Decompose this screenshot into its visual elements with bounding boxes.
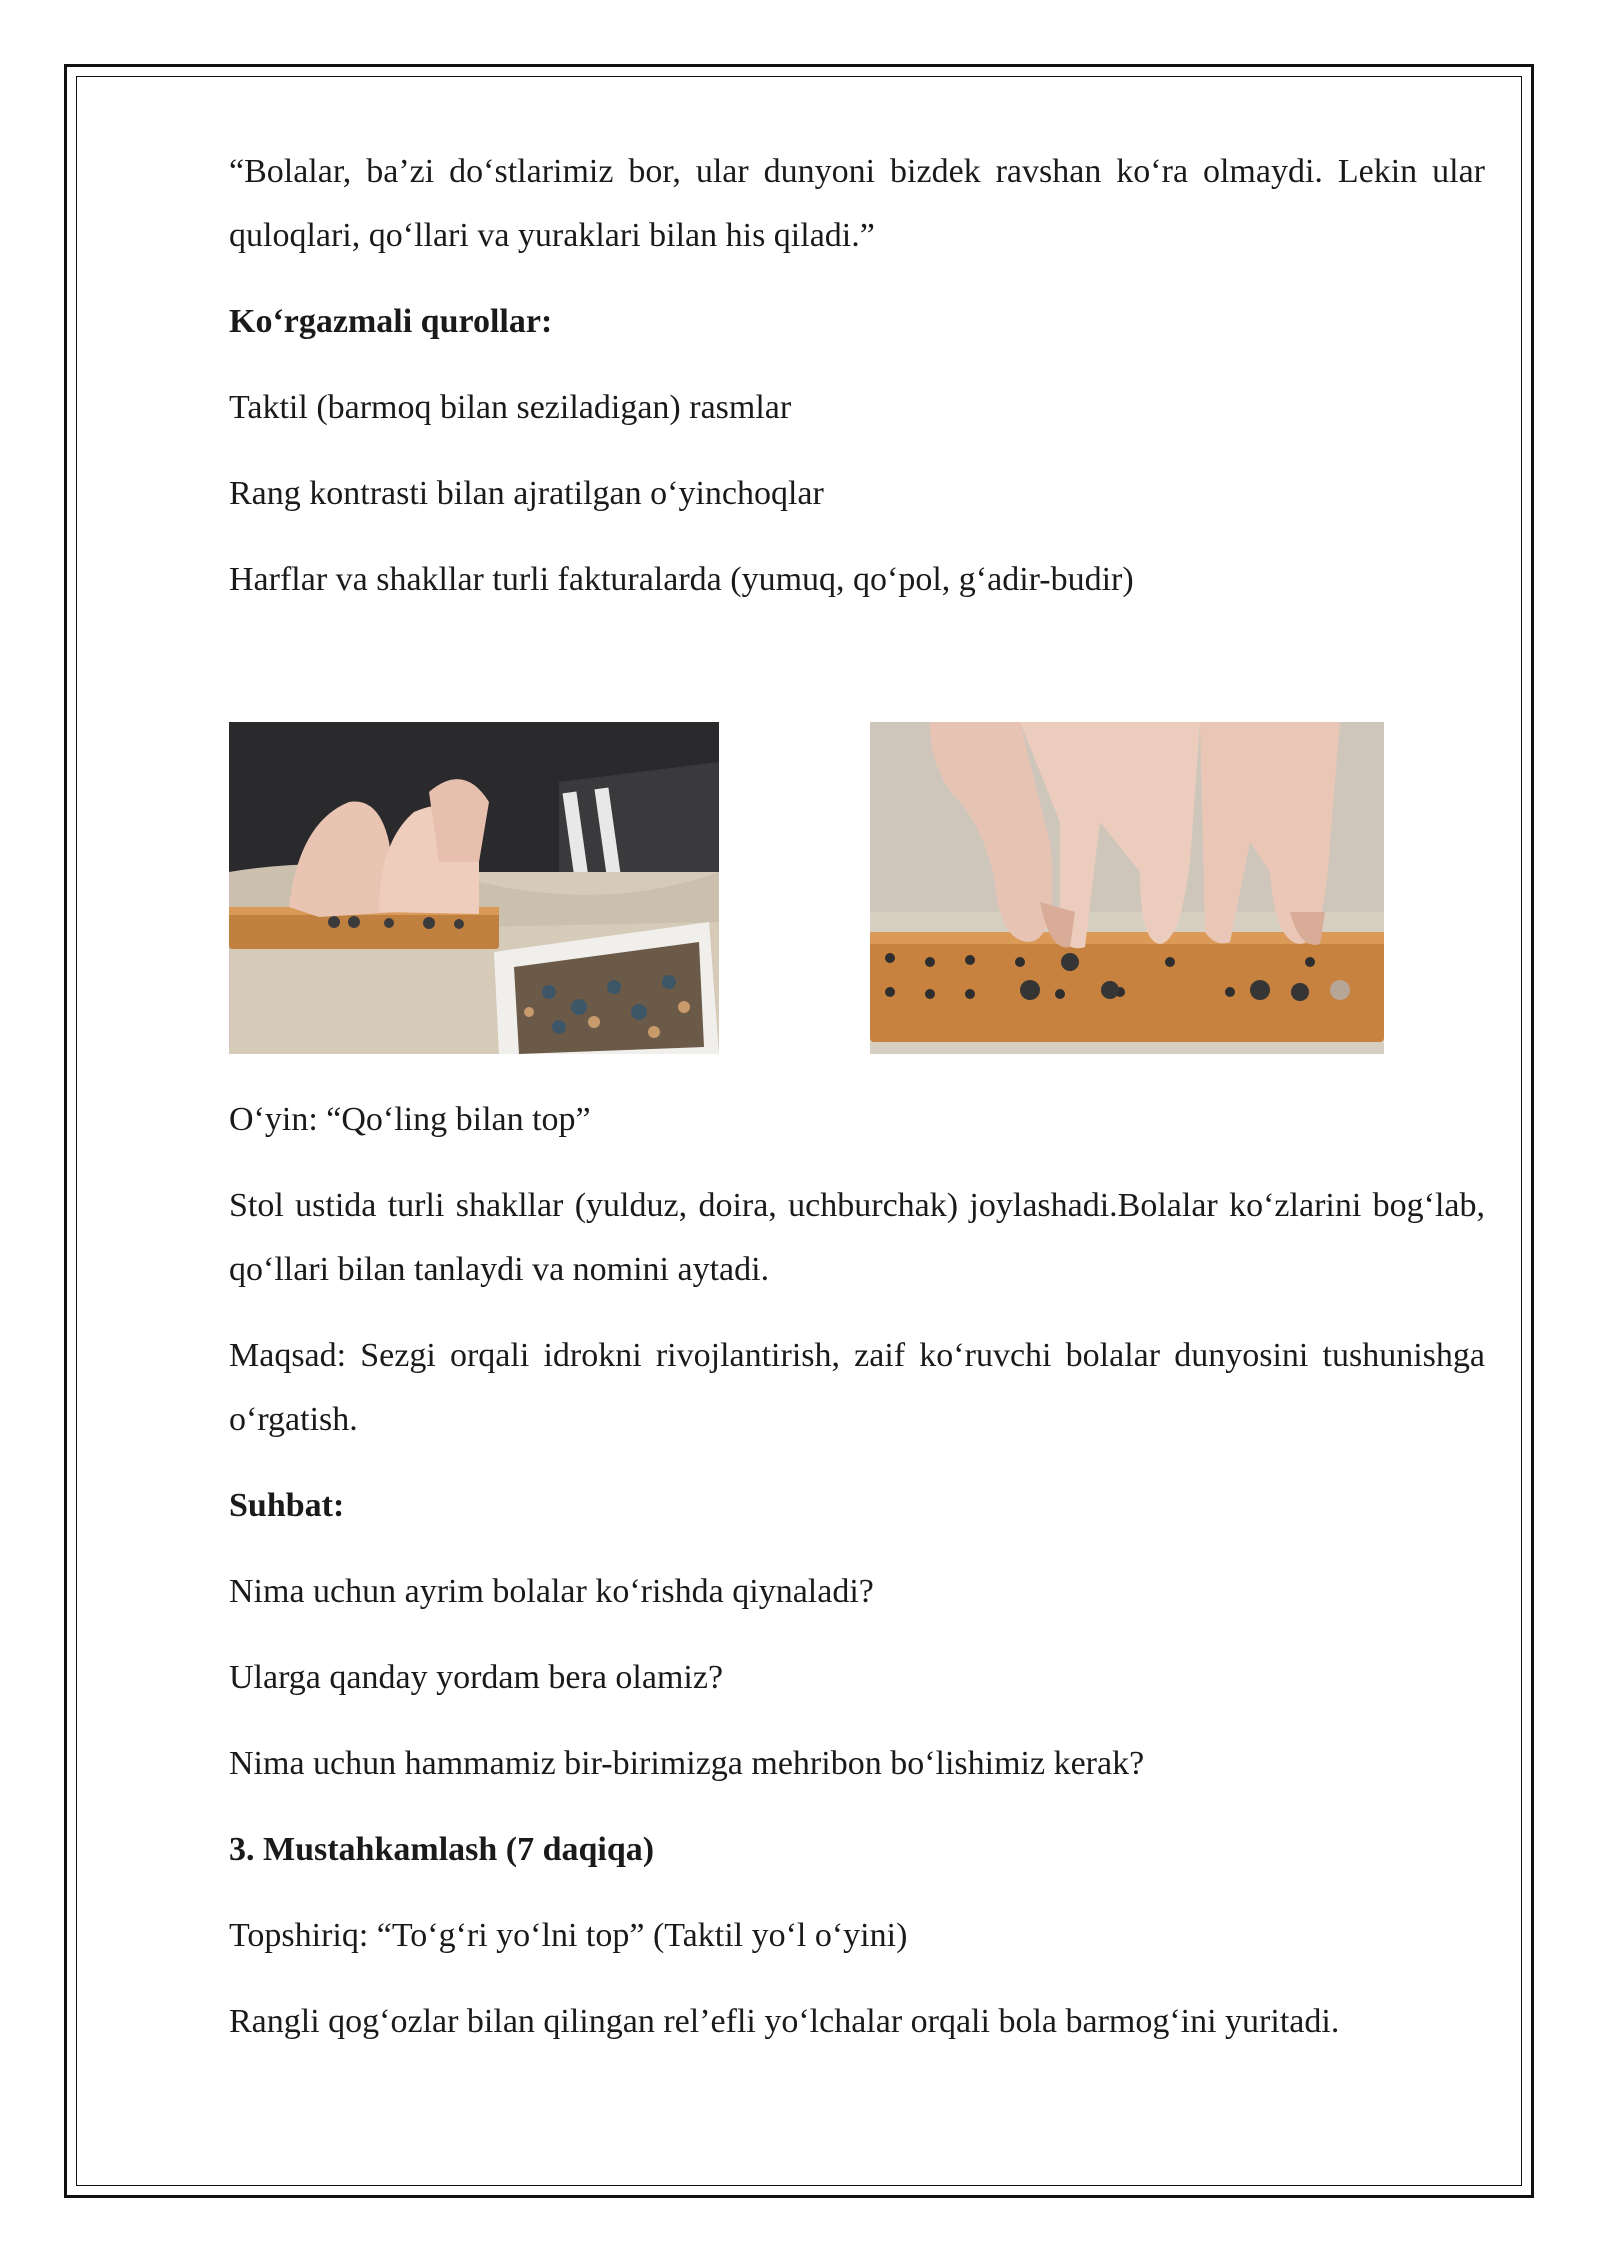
game-description: Stol ustida turli shakllar (yulduz, doira, uchburchak) joylashadi.Bolalar ko‘zlarini bog‘lab, qo‘llari bilan tanlaydi va nomini aytadi. (229, 1187, 1485, 1288)
intro-quote: “Bolalar, ba’zi do‘stlarimiz bor, ular dunyoni bizdek ravshan ko‘ra olmaydi. Lekin ular quloqlari, qo‘llari va yuraklari bilan his qiladi.” (229, 153, 1485, 254)
talk-heading: Suhbat: (229, 1487, 345, 1524)
tactile-board-photo-2 (870, 722, 1384, 1054)
game-title: O‘yin: “Qo‘ling bilan top” (229, 1101, 591, 1138)
photo-tactile-board-right (870, 722, 1384, 1054)
photo-tactile-board-left (229, 722, 719, 1054)
goal-paragraph: Maqsad: Sezgi orqali idrokni rivojlantirish, zaif ko‘ruvchi bolalar dunyosini tushunishga o‘rgatish. (229, 1337, 1485, 1438)
visual-aid-item: Harflar va shakllar turli fakturalarda (yumuq, qo‘pol, g‘adir-budir) (229, 561, 1134, 598)
talk-question: Nima uchun ayrim bolalar ko‘rishda qiynaladi? (229, 1573, 874, 1610)
visual-aid-item: Rang kontrasti bilan ajratilgan o‘yinchoqlar (229, 475, 824, 512)
section-3-heading: 3. Mustahkamlash (7 daqiqa) (229, 1831, 655, 1868)
tactile-board-photo-1 (229, 722, 719, 1054)
document-body (229, 140, 1485, 2054)
visual-aid-item: Taktil (barmoq bilan seziladigan) rasmlar (229, 389, 792, 426)
talk-question: Ularga qanday yordam bera olamiz? (229, 1659, 724, 1696)
photo-row (229, 722, 1485, 1066)
visual-aids-heading: Ko‘rgazmali qurollar: (229, 303, 553, 340)
talk-question: Nima uchun hammamiz bir-birimizga mehribon bo‘lishimiz kerak? (229, 1745, 1145, 1782)
task-title: Topshiriq: “To‘g‘ri yo‘lni top” (Taktil yo‘l o‘yini) (229, 1917, 908, 1954)
task-description: Rangli qog‘ozlar bilan qilingan rel’efli yo‘lchalar orqali bola barmog‘ini yuritadi. (229, 2003, 1340, 2040)
